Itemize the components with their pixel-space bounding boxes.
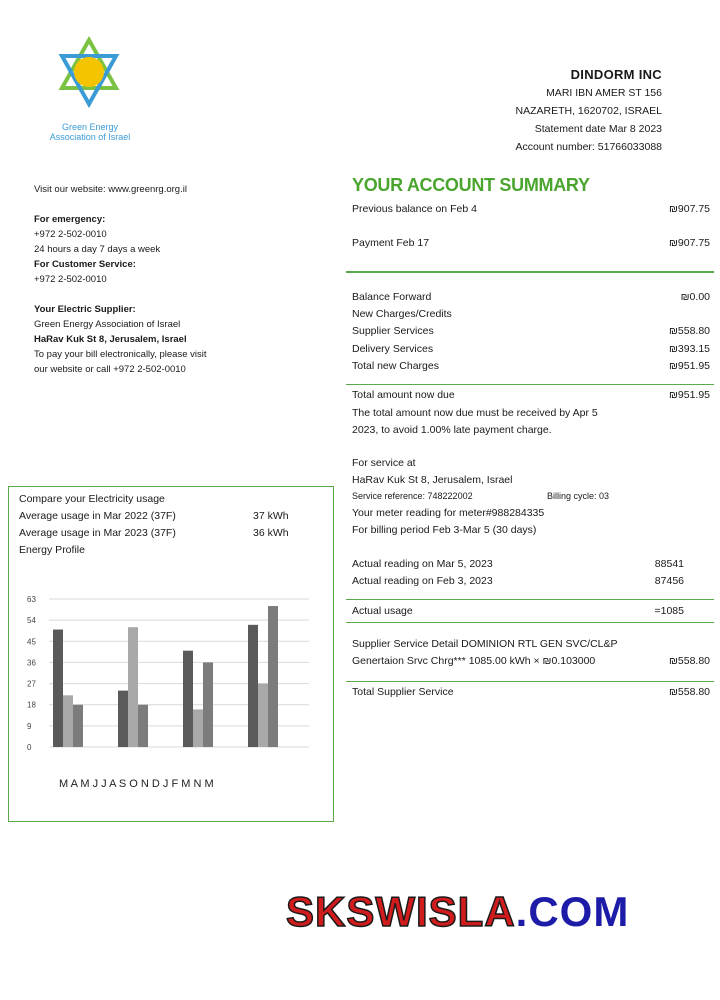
bar [193,709,203,747]
avg-2022-label: Average usage in Mar 2022 (37F) [19,510,176,522]
avg-2022-value: 37 kWh [253,510,289,522]
logo-text [30,122,150,142]
contact-info [34,182,314,377]
divider [346,271,714,273]
emergency-hours: 24 hours a day 7 days a week [34,244,161,255]
actual-usage-value: =1085 [654,605,684,617]
total-due-amount: ₪951.95 [668,389,710,401]
bar [183,651,193,747]
balance-forward-label: Balance Forward [352,291,432,303]
total-supplier-amount: ₪558.80 [668,686,710,698]
watermark-part2: .COM [515,888,630,935]
delivery-services-amount: ₪393.15 [668,343,710,355]
watermark [286,888,629,936]
avg-2023-label: Average usage in Mar 2023 (37F) [19,527,176,539]
x-axis-labels: M A M J J A S O N D J F M N M [59,778,214,790]
divider [346,599,714,600]
payment-amount: ₪907.75 [668,237,710,249]
supplier-label: Your Electric Supplier: [34,304,136,315]
y-tick-label: 63 [27,595,36,604]
service-at-label: For service at [352,457,416,469]
address-line1: MARI IBN AMER ST 156 [546,87,662,99]
bar [248,625,258,747]
energy-profile-chart [9,587,333,797]
bar [138,705,148,747]
total-due-row [352,387,710,404]
y-tick-label: 36 [27,658,36,668]
summary-title: YOUR ACCOUNT SUMMARY [352,175,590,195]
website-line: Visit our website: www.greenrg.org.il [34,184,187,195]
bar [268,606,278,747]
prev-balance-amount: ₪907.75 [668,203,710,215]
avg-2023-value: 36 kWh [253,527,289,539]
service-phone: +972 2-502-0010 [34,274,107,285]
actual-feb-value: 87456 [654,575,684,587]
energy-profile-label: Energy Profile [19,544,85,556]
total-new-row [352,358,710,375]
total-new-label: Total new Charges [352,360,439,372]
service-reference: Service reference: 748222002 [352,491,473,501]
compare-label: Compare your Electricity usage [19,493,165,505]
statement-date: Statement date Mar 8 2023 [534,123,662,135]
billing-cycle: Billing cycle: 03 [547,491,610,501]
supplier-detail-row [352,653,710,670]
balance-forward-amount: ₪0.00 [680,291,710,303]
payment-label: Payment Feb 17 [352,237,430,249]
y-tick-label: 54 [27,616,36,626]
y-tick-label: 45 [27,637,36,647]
prev-balance-row [352,201,710,218]
supplier-name: Green Energy Association of Israel [34,319,181,330]
pay-line1: To pay your bill electronically, please visit [34,349,207,360]
due-note-2: 2023, to avoid 1.00% late payment charge. [352,424,552,436]
y-tick-label: 27 [27,679,36,689]
customer-header [515,66,662,156]
account-number: Account number: 51766033088 [515,141,662,153]
service-ref-row [352,488,710,505]
bar [53,630,63,747]
billing-period: For billing period Feb 3-Mar 5 (30 days) [352,524,537,536]
supplier-detail-amount: ₪558.80 [668,655,710,667]
actual-feb-row [352,573,710,590]
divider [346,681,714,682]
new-charges-row [352,306,710,323]
y-tick-label: 9 [27,721,32,731]
bar [118,691,128,747]
new-charges-label: New Charges/Credits [352,308,452,320]
logo-line2: Association of Israel [49,132,131,142]
bar [128,627,138,747]
supplier-detail-1: Supplier Service Detail DOMINION RTL GEN SVC/CL&P [352,638,618,650]
total-new-amount: ₪951.95 [668,360,710,372]
prev-balance-label: Previous balance on Feb 4 [352,203,477,215]
total-due-label: Total amount now due [352,389,455,401]
company-name: DINDORM INC [570,67,662,82]
actual-usage-label: Actual usage [352,605,413,617]
y-tick-label: 18 [27,700,36,710]
bar [258,684,268,747]
total-supplier-row [352,684,710,701]
service-label: For Customer Service: [34,259,136,270]
supplier-detail-2: Genertaion Srvc Chrg*** 1085.00 kWh × ₪0.103000 [352,655,596,667]
logo-line1: Green Energy [61,122,119,132]
bar [73,705,83,747]
divider [346,384,714,385]
emergency-label: For emergency: [34,214,106,225]
bar [63,695,73,747]
divider [346,622,714,623]
watermark-part1: SKSWISLA [286,888,516,935]
delivery-services-label: Delivery Services [352,343,434,355]
supplier-services-amount: ₪558.80 [668,325,710,337]
usage-chart-box [8,486,334,822]
actual-mar-value: 88541 [654,558,684,570]
supplier-services-row [352,323,710,340]
emergency-phone: +972 2-502-0010 [34,229,107,240]
total-supplier-label: Total Supplier Service [352,686,454,698]
delivery-services-row [352,341,710,358]
due-note-1: The total amount now due must be received by Apr 5 [352,407,598,419]
y-tick-label: 0 [27,743,32,752]
balance-forward-row [352,289,710,306]
pay-line2: our website or call +972 2-502-0010 [34,364,186,375]
meter-reading: Your meter reading for meter#988284335 [352,507,545,519]
actual-feb-label: Actual reading on Feb 3, 2023 [352,575,493,587]
actual-mar-label: Actual reading on Mar 5, 2023 [352,558,493,570]
actual-mar-row [352,556,710,573]
supplier-address: HaRav Kuk St 8, Jerusalem, Israel [34,334,187,345]
payment-row [352,235,710,252]
actual-usage-row [352,603,710,620]
service-address: HaRav Kuk St 8, Jerusalem, Israel [352,474,513,486]
supplier-services-label: Supplier Services [352,325,434,337]
bar [203,662,213,747]
address-line2: NAZARETH, 1620702, ISRAEL [515,105,662,117]
